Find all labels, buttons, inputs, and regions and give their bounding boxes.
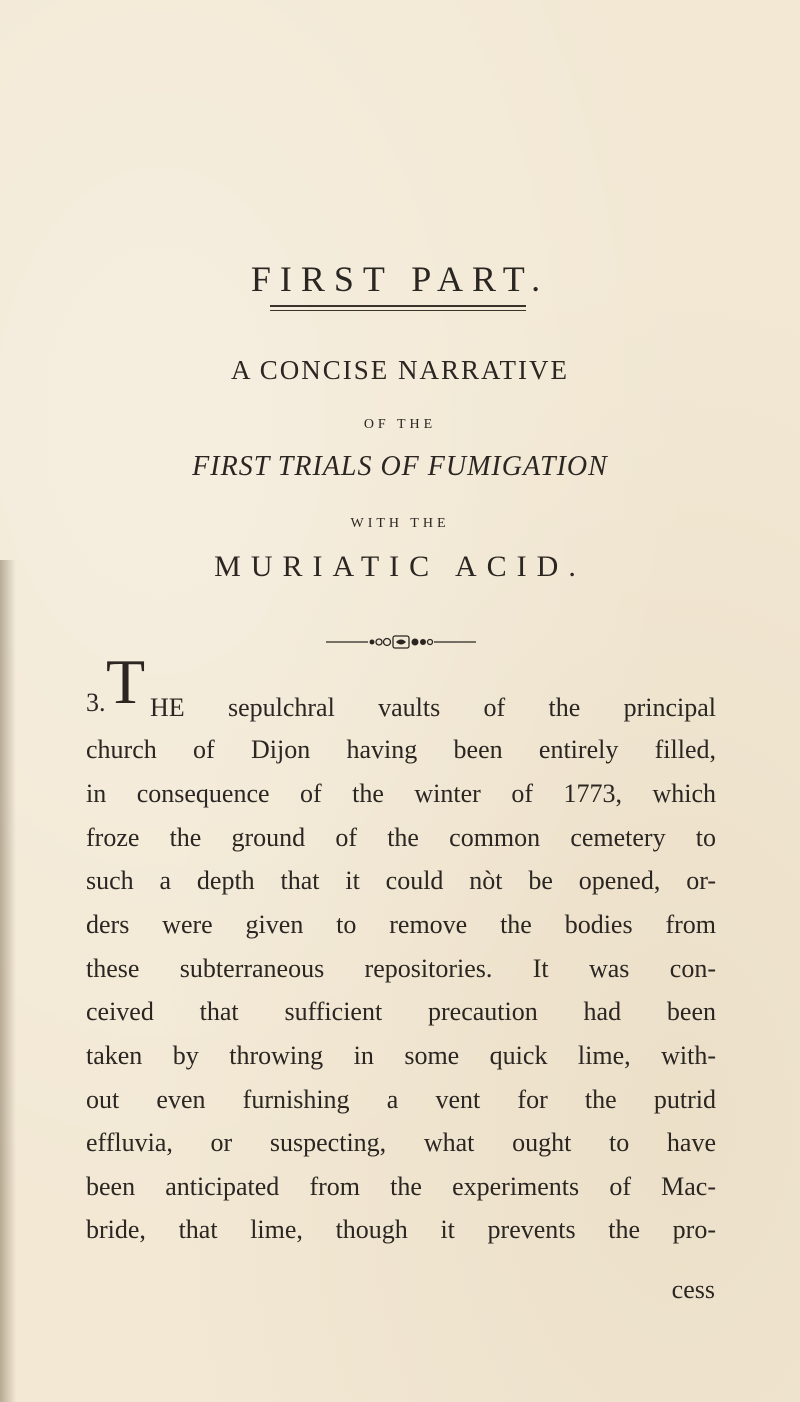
text-line: been anticipated from the experiments of Mac-	[86, 1172, 716, 1201]
text-line: froze the ground of the common cemetery to	[86, 823, 716, 852]
with-the-label: WITH THE	[350, 516, 450, 531]
ornament-divider-icon	[326, 630, 476, 654]
narrative-heading: A CONCISE NARRATIVE	[230, 355, 570, 385]
of-the-label: OF THE	[363, 417, 437, 432]
text-line: ders were given to remove the bodies from	[86, 910, 716, 939]
text-line: effluvia, or suspecting, what ought to have	[86, 1128, 716, 1157]
paragraph-first-line: HE sepulchral vaults of the principal	[150, 693, 716, 722]
drop-cap: T	[106, 646, 146, 717]
catchword: cess	[671, 1275, 715, 1304]
acid-heading: MURIATIC ACID.	[214, 550, 586, 583]
text-line: out even furnishing a vent for the putrid	[86, 1085, 716, 1114]
title-rule	[270, 305, 526, 307]
trials-heading: FIRST TRIALS OF FUMIGATION	[192, 451, 608, 482]
section-number: 3.	[86, 688, 106, 717]
text-line: church of Dijon having been entirely filled,	[86, 735, 716, 764]
text-line: ceived that sufficient precaution had been	[86, 997, 716, 1026]
title-rule-thin	[270, 310, 526, 311]
text-line: in consequence of the winter of 1773, which	[86, 779, 716, 808]
text-line: taken by throwing in some quick lime, with-	[86, 1041, 716, 1070]
text-line: bride, that lime, though it prevents the pro-	[86, 1215, 716, 1244]
part-title: FIRST PART.	[250, 259, 550, 299]
text-line: such a depth that it could nòt be opened, or-	[86, 866, 716, 895]
page-edge-shadow	[0, 560, 16, 1402]
text-line: these subterraneous repositories. It was con-	[86, 954, 716, 983]
